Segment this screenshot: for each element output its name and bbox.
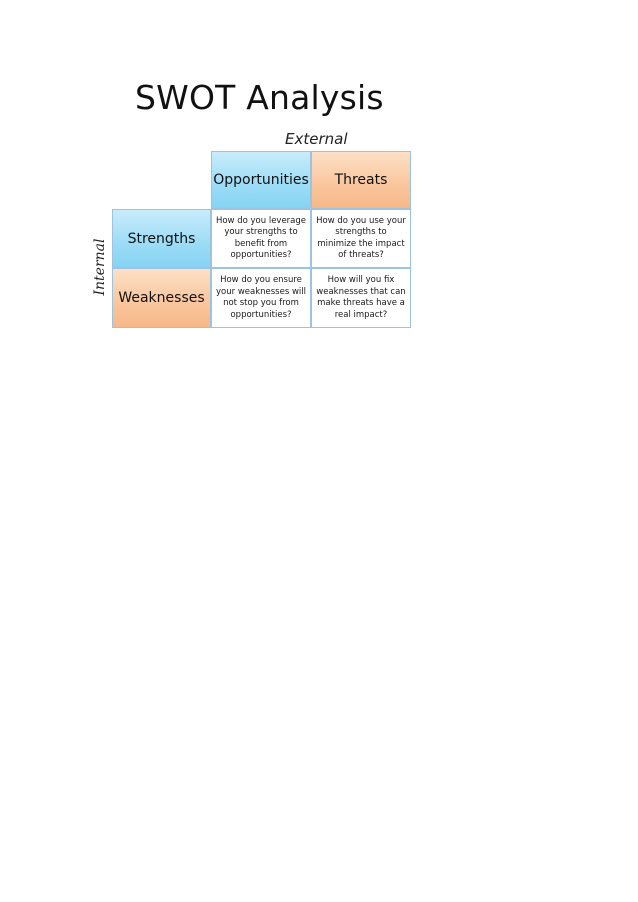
header-weaknesses-label: Weaknesses	[118, 290, 205, 306]
cell-weaknesses-opportunities	[211, 268, 311, 328]
cell-strengths-opportunities	[211, 209, 311, 268]
question-strengths-opportunities: How do you leverage your strengths to benefit from opportunities?	[215, 215, 307, 260]
header-strengths-label: Strengths	[127, 230, 196, 247]
cell-strengths-threats	[311, 209, 411, 268]
header-strengths	[112, 209, 211, 268]
header-threats-label: Threats	[334, 172, 388, 188]
page-title: SWOT Analysis	[135, 78, 384, 117]
question-weaknesses-threats: How will you fix weaknesses that can make threats have a real impact?	[316, 275, 406, 320]
header-weaknesses	[112, 268, 211, 328]
axis-label-external: External	[285, 130, 348, 148]
axis-label-internal: Internal	[92, 238, 108, 296]
question-strengths-threats: How do you use your strengths to minimize the impact of threats?	[316, 215, 406, 260]
cell-weaknesses-threats	[311, 268, 411, 328]
header-opportunities	[211, 151, 311, 209]
header-opportunities-label: Opportunities	[213, 172, 309, 188]
question-weaknesses-opportunities: How do you ensure your weaknesses will not stop you from opportunities?	[216, 275, 306, 320]
header-threats	[311, 151, 411, 209]
